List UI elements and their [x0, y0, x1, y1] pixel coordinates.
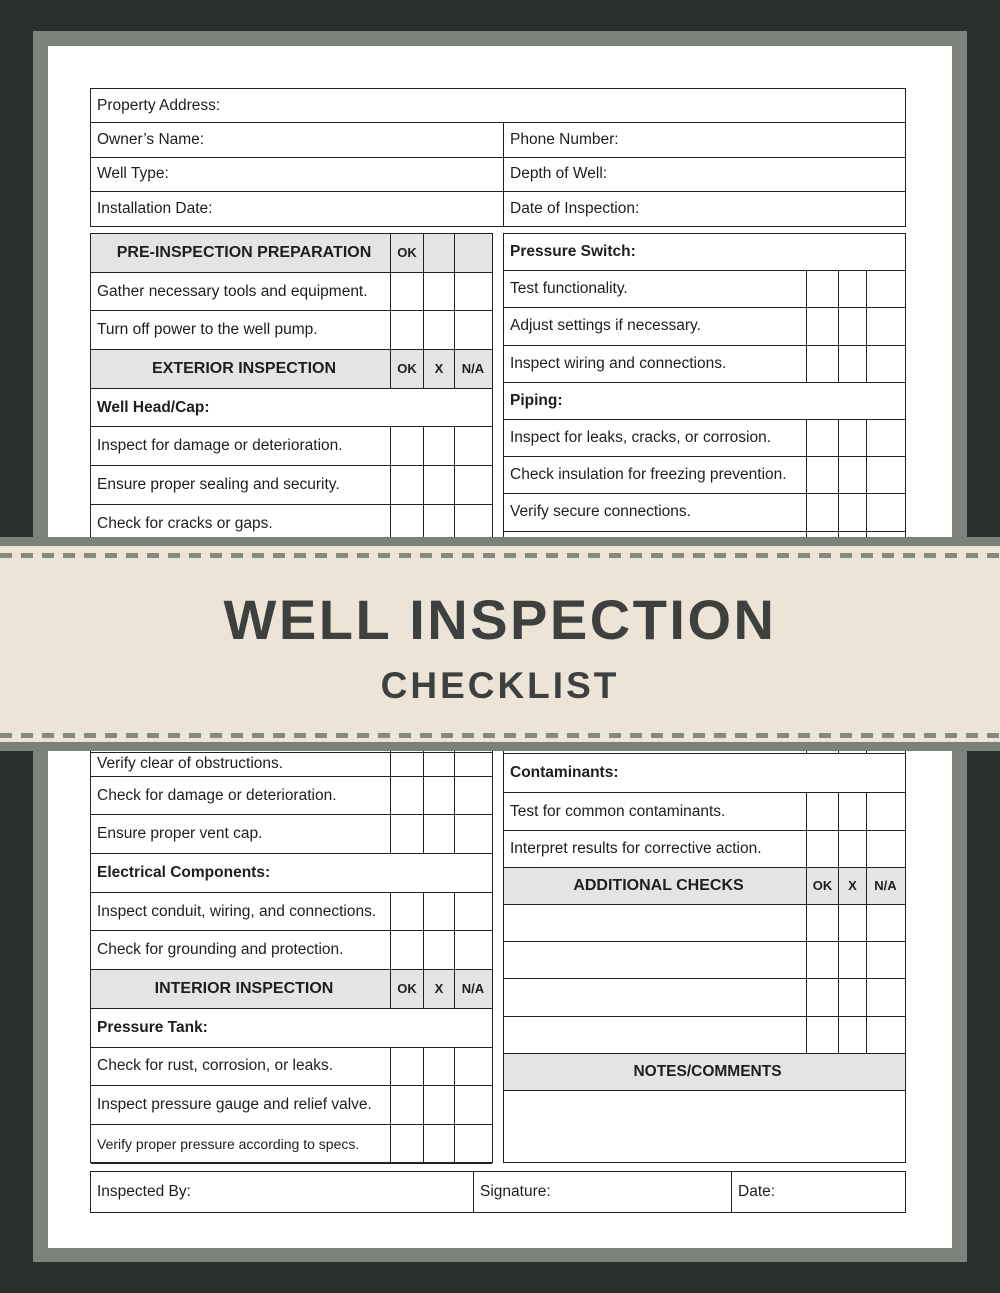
checkbox-x[interactable] — [423, 753, 454, 776]
checkbox-na[interactable] — [454, 1048, 491, 1086]
checkbox-na[interactable] — [866, 979, 904, 1015]
checklist-item-label — [504, 979, 807, 1015]
checklist-row — [504, 905, 905, 942]
column-header-na — [454, 234, 491, 272]
checkbox-ok[interactable] — [806, 793, 838, 829]
subsection-pressure-tank — [91, 1009, 492, 1048]
column-header-x — [423, 234, 454, 272]
checkbox-na[interactable] — [454, 753, 491, 776]
checkbox-na[interactable] — [454, 311, 491, 349]
owners-name-field[interactable]: Owner’s Name: — [91, 123, 504, 156]
property-info-table — [90, 88, 906, 227]
subsection-pressure-switch — [504, 234, 905, 271]
notes-header — [504, 1054, 905, 1091]
checklist-item-label: Test for common contaminants. — [510, 802, 726, 820]
column-header-ok: OK — [806, 868, 838, 904]
phone-number-field[interactable]: Phone Number: — [510, 130, 619, 148]
checkbox-na[interactable] — [454, 777, 491, 815]
section-header-pre-inspection-preparation — [91, 234, 492, 273]
checklist-item-label: Inspect for damage or deterioration. — [97, 437, 343, 455]
banner-stripe-bottom — [0, 742, 1000, 751]
banner-title: WELL INSPECTION — [223, 588, 777, 651]
checkbox-ok[interactable] — [806, 420, 838, 456]
checklist-row — [504, 308, 905, 345]
checkbox-x[interactable] — [423, 273, 454, 311]
column-header-ok: OK — [390, 970, 423, 1008]
section-label: Well Head/Cap: — [97, 398, 210, 416]
checklist-item-label: Inspect for leaks, cracks, or corrosion. — [510, 429, 772, 447]
checkbox-x[interactable] — [838, 346, 866, 382]
section-label: PRE-INSPECTION PREPARATION — [116, 243, 372, 261]
checkbox-na[interactable] — [866, 494, 904, 530]
checklist-item-label: Ensure proper sealing and security. — [97, 475, 340, 493]
checkbox-na[interactable] — [454, 273, 491, 311]
checklist-row — [504, 271, 905, 308]
checklist-item-label: Interpret results for corrective action. — [510, 839, 762, 857]
checklist-row — [504, 831, 905, 868]
checkbox-x[interactable] — [423, 893, 454, 931]
checklist-row — [504, 942, 905, 979]
date-field[interactable]: Date: — [738, 1183, 776, 1200]
section-label: Pressure Switch: — [510, 243, 636, 261]
column-header-x: X — [423, 350, 454, 388]
checkbox-x[interactable] — [423, 466, 454, 504]
title-banner — [0, 537, 1000, 751]
banner-stripe-top — [0, 537, 1000, 546]
checkbox-x[interactable] — [838, 793, 866, 829]
checkbox-na[interactable] — [866, 905, 904, 941]
banner-dashes-top — [0, 553, 1000, 558]
checklist-item-label: Inspect conduit, wiring, and connections. — [97, 902, 377, 920]
checklist-item-label: Test functionality. — [510, 280, 628, 298]
checkbox-x[interactable] — [838, 420, 866, 456]
checklist-item-label — [504, 905, 807, 941]
checkbox-na[interactable] — [866, 420, 904, 456]
checkbox-ok[interactable] — [390, 466, 423, 504]
section-header-exterior-inspection — [91, 350, 492, 389]
checkbox-ok[interactable] — [390, 273, 423, 311]
section-header-additional-checks — [504, 868, 905, 905]
checklist-item-label: Check for grounding and protection. — [97, 941, 344, 959]
checkbox-na[interactable] — [454, 427, 491, 465]
checklist-row — [504, 457, 905, 494]
column-header-na: N/A — [454, 970, 491, 1008]
checkbox-na[interactable] — [866, 793, 904, 829]
checkbox-ok[interactable] — [806, 271, 838, 307]
checkbox-ok[interactable] — [806, 1017, 838, 1053]
checkbox-x[interactable] — [838, 831, 866, 867]
checklist-row — [91, 1086, 492, 1125]
checklist-row — [91, 777, 492, 816]
checklist-row — [504, 420, 905, 457]
well-type-field[interactable]: Well Type: — [91, 158, 504, 191]
checkbox-x[interactable] — [423, 1086, 454, 1124]
signature-table — [90, 1171, 906, 1213]
checklist-row — [504, 494, 905, 531]
checklist-row — [91, 931, 492, 970]
checkbox-na[interactable] — [866, 346, 904, 382]
checklist-row — [504, 346, 905, 383]
checkbox-ok[interactable] — [390, 311, 423, 349]
checkbox-ok[interactable] — [390, 777, 423, 815]
section-label: Piping: — [510, 391, 563, 409]
checkbox-na[interactable] — [454, 1125, 491, 1163]
checklist-item-label: Turn off power to the well pump. — [97, 321, 318, 339]
inspected-by-field[interactable]: Inspected By: — [91, 1172, 474, 1212]
checkbox-ok[interactable] — [806, 942, 838, 978]
checkbox-ok[interactable] — [390, 931, 423, 969]
checklist-row — [91, 466, 492, 505]
section-header-interior-inspection — [91, 970, 492, 1009]
section-label: Contaminants: — [510, 764, 619, 782]
checkbox-x[interactable] — [838, 271, 866, 307]
checkbox-na[interactable] — [866, 457, 904, 493]
checkbox-ok[interactable] — [390, 1125, 423, 1163]
checklist-item-label: Verify proper pressure according to specs. — [97, 1135, 360, 1152]
checkbox-ok[interactable] — [806, 346, 838, 382]
section-label: Electrical Components: — [97, 863, 271, 881]
subsection-well-head-cap — [91, 389, 492, 428]
column-header-ok: OK — [390, 350, 423, 388]
column-header-x: X — [838, 868, 866, 904]
installation-date-field[interactable]: Installation Date: — [91, 192, 504, 226]
checkbox-x[interactable] — [423, 777, 454, 815]
checklist-item-label: Check for damage or deterioration. — [97, 786, 337, 804]
checkbox-x[interactable] — [423, 1048, 454, 1086]
checkbox-x[interactable] — [423, 311, 454, 349]
checkbox-na[interactable] — [866, 831, 904, 867]
checkbox-ok[interactable] — [390, 893, 423, 931]
checkbox-na[interactable] — [866, 271, 904, 307]
checkbox-x[interactable] — [423, 427, 454, 465]
checkbox-ok[interactable] — [806, 831, 838, 867]
notes-area[interactable] — [504, 1091, 905, 1163]
checklist-item-label: Adjust settings if necessary. — [510, 317, 701, 335]
signature-field[interactable]: Signature: — [474, 1172, 732, 1212]
subsection-piping — [504, 383, 905, 420]
checklist-item-label — [504, 1017, 807, 1053]
checklist-item-label: Check insulation for freezing prevention. — [510, 466, 787, 484]
checkbox-ok[interactable] — [390, 815, 423, 853]
property-address-field[interactable]: Property Address: — [97, 96, 221, 114]
depth-of-well-field[interactable]: Depth of Well: — [510, 165, 608, 183]
checkbox-ok[interactable] — [806, 457, 838, 493]
section-label: EXTERIOR INSPECTION — [151, 359, 337, 377]
checkbox-na[interactable] — [454, 893, 491, 931]
checkbox-x[interactable] — [838, 494, 866, 530]
checkbox-x[interactable] — [838, 979, 866, 1015]
checklist-item-label — [504, 942, 807, 978]
section-label: ADDITIONAL CHECKS — [573, 876, 744, 894]
checkbox-x[interactable] — [423, 815, 454, 853]
checklist-row — [91, 1048, 492, 1087]
banner-dashes-bottom — [0, 733, 1000, 738]
checkbox-ok[interactable] — [390, 753, 423, 776]
checklist-row — [91, 1125, 492, 1164]
checklist-row — [504, 793, 905, 830]
checkbox-na[interactable] — [454, 931, 491, 969]
checkbox-ok[interactable] — [806, 979, 838, 1015]
column-header-na: N/A — [454, 350, 491, 388]
checklist-row — [504, 979, 905, 1016]
checklist-row — [91, 815, 492, 854]
checkbox-na[interactable] — [454, 1086, 491, 1124]
checklist-row — [91, 311, 492, 350]
checklist-item-label: Check for rust, corrosion, or leaks. — [97, 1057, 334, 1075]
column-header-x: X — [423, 970, 454, 1008]
checkbox-na[interactable] — [454, 815, 491, 853]
checklist-item-label: Verify clear of obstructions. — [97, 755, 284, 773]
section-label: INTERIOR INSPECTION — [154, 979, 334, 997]
date-of-inspection-field[interactable]: Date of Inspection: — [510, 200, 640, 218]
section-label: NOTES/COMMENTS — [633, 1062, 782, 1080]
checklist-item-label: Gather necessary tools and equipment. — [97, 282, 368, 300]
checklist-item-label: Inspect wiring and connections. — [510, 354, 727, 372]
checkbox-ok[interactable] — [806, 308, 838, 344]
checklist-row — [91, 427, 492, 466]
subsection-contaminants — [504, 754, 905, 793]
checkbox-na[interactable] — [454, 466, 491, 504]
checkbox-ok[interactable] — [806, 905, 838, 941]
checkbox-ok[interactable] — [390, 427, 423, 465]
column-header-na: N/A — [866, 868, 904, 904]
checkbox-x[interactable] — [838, 905, 866, 941]
subsection-electrical-components — [91, 854, 492, 893]
checklist-row — [504, 1017, 905, 1054]
checklist-row — [91, 893, 492, 932]
checkbox-na[interactable] — [866, 942, 904, 978]
checkbox-ok[interactable] — [390, 1086, 423, 1124]
checklist-row — [91, 273, 492, 312]
banner-subtitle: CHECKLIST — [380, 665, 620, 706]
checklist-row — [91, 753, 492, 777]
checklist-item-label: Inspect pressure gauge and relief valve. — [97, 1096, 372, 1114]
checkbox-na[interactable] — [866, 308, 904, 344]
column-header-ok: OK — [390, 234, 423, 272]
section-label: Pressure Tank: — [97, 1018, 208, 1036]
checkbox-ok[interactable] — [806, 494, 838, 530]
checkbox-ok[interactable] — [390, 1048, 423, 1086]
checkbox-x[interactable] — [838, 457, 866, 493]
checkbox-x[interactable] — [838, 942, 866, 978]
checklist-item-label: Check for cracks or gaps. — [97, 514, 273, 532]
checklist-item-label: Ensure proper vent cap. — [97, 825, 263, 843]
checkbox-x[interactable] — [423, 931, 454, 969]
checkbox-x[interactable] — [423, 1125, 454, 1163]
checkbox-x[interactable] — [838, 308, 866, 344]
checkbox-x[interactable] — [838, 1017, 866, 1053]
checkbox-na[interactable] — [866, 1017, 904, 1053]
checklist-item-label: Verify secure connections. — [510, 503, 691, 521]
